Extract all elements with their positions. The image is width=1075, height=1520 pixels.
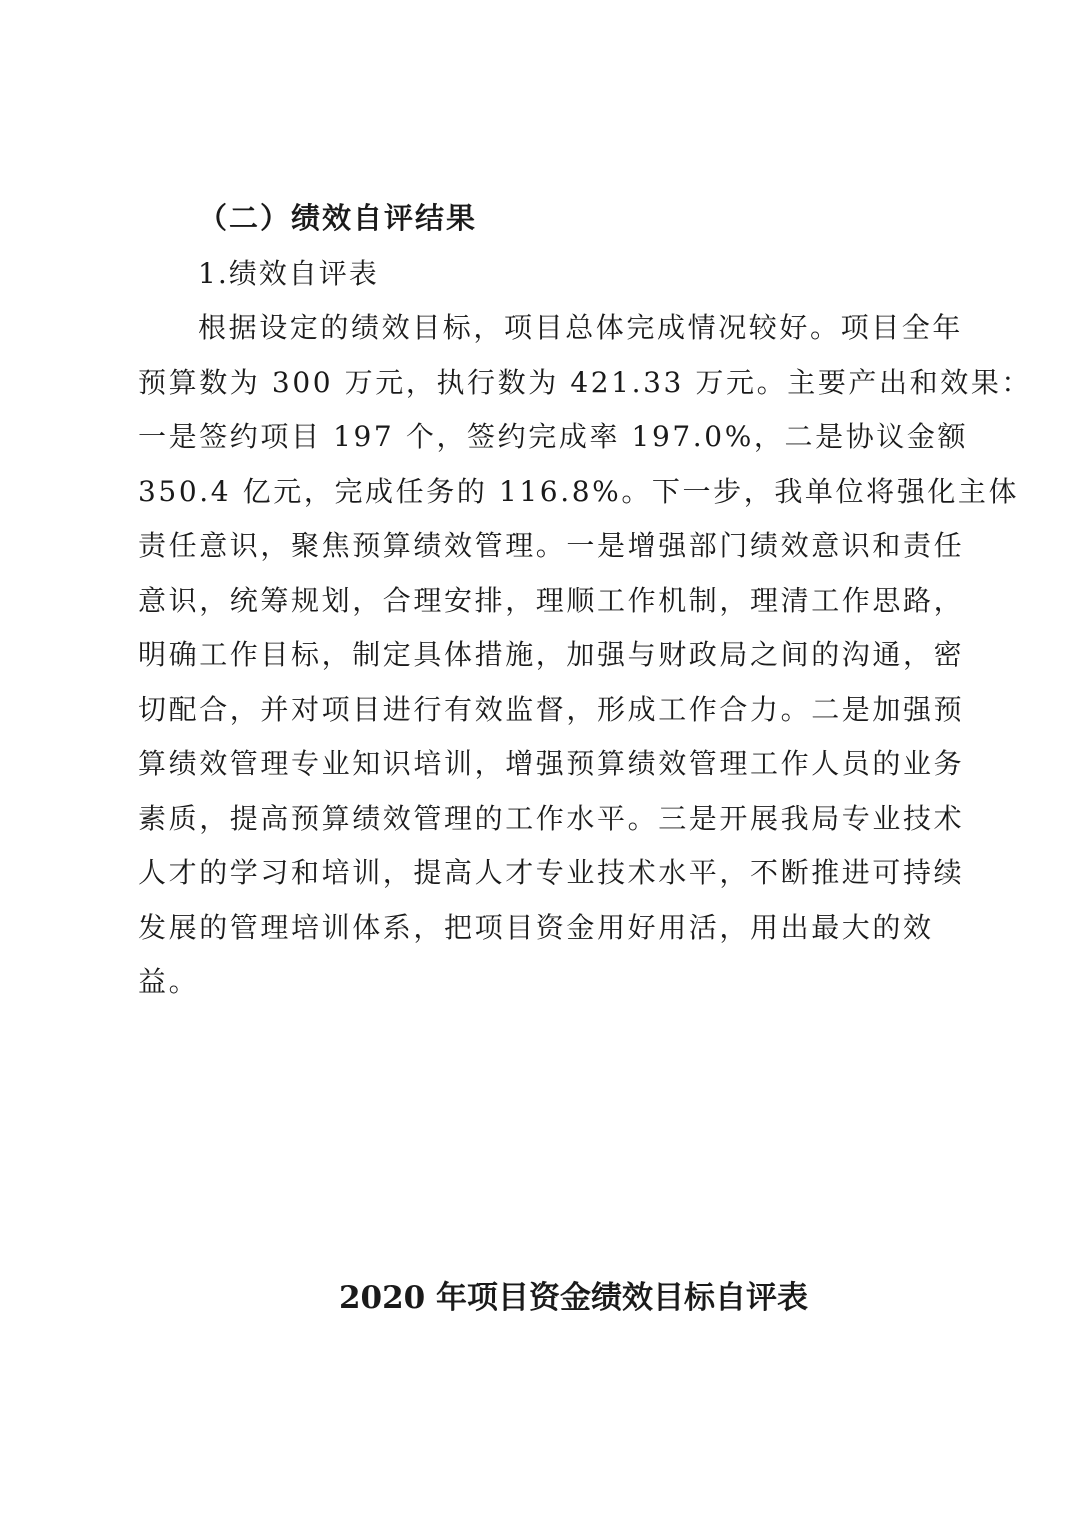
sub-heading: 1.绩效自评表 — [198, 257, 379, 290]
paragraph-line: 算绩效管理专业知识培训，增强预算绩效管理工作人员的业务 — [138, 747, 965, 780]
paragraph-line: 预算数为 300 万元，执行数为 421.33 万元。主要产出和效果： — [138, 365, 1033, 399]
section-heading: （二）绩效自评结果 — [198, 201, 478, 235]
body-paragraph — [138, 308, 1033, 1017]
table-title: 2020 年项目资金绩效目标自评表 — [338, 1280, 809, 1316]
paragraph-line: 一是签约项目 197 个，签约完成率 197.0%，二是协议金额 — [138, 420, 969, 453]
paragraph-line: 意识，统筹规划，合理安排，理顺工作机制，理清工作思路， — [138, 583, 965, 617]
paragraph-line: 人才的学习和培训，提高人才专业技术水平，不断推进可持续 — [138, 856, 965, 889]
paragraph-line: 益。 — [138, 965, 200, 998]
paragraph-line: 350.4 亿元，完成任务的 116.8%。下一步，我单位将强化主体 — [138, 474, 1020, 508]
paragraph-line: 责任意识，聚焦预算绩效管理。一是增强部门绩效意识和责任 — [138, 529, 965, 562]
paragraph-line: 发展的管理培训体系，把项目资金用好用活，用出最大的效 — [138, 910, 934, 944]
paragraph-line: 切配合，并对项目进行有效监督，形成工作合力。二是加强预 — [138, 692, 965, 726]
paragraph-line: 素质，提高预算绩效管理的工作水平。三是开展我局专业技术 — [138, 801, 965, 835]
paragraph-line: 明确工作目标，制定具体措施，加强与财政局之间的沟通，密 — [138, 638, 965, 671]
paragraph-line: 根据设定的绩效目标，项目总体完成情况较好。项目全年 — [198, 311, 964, 344]
